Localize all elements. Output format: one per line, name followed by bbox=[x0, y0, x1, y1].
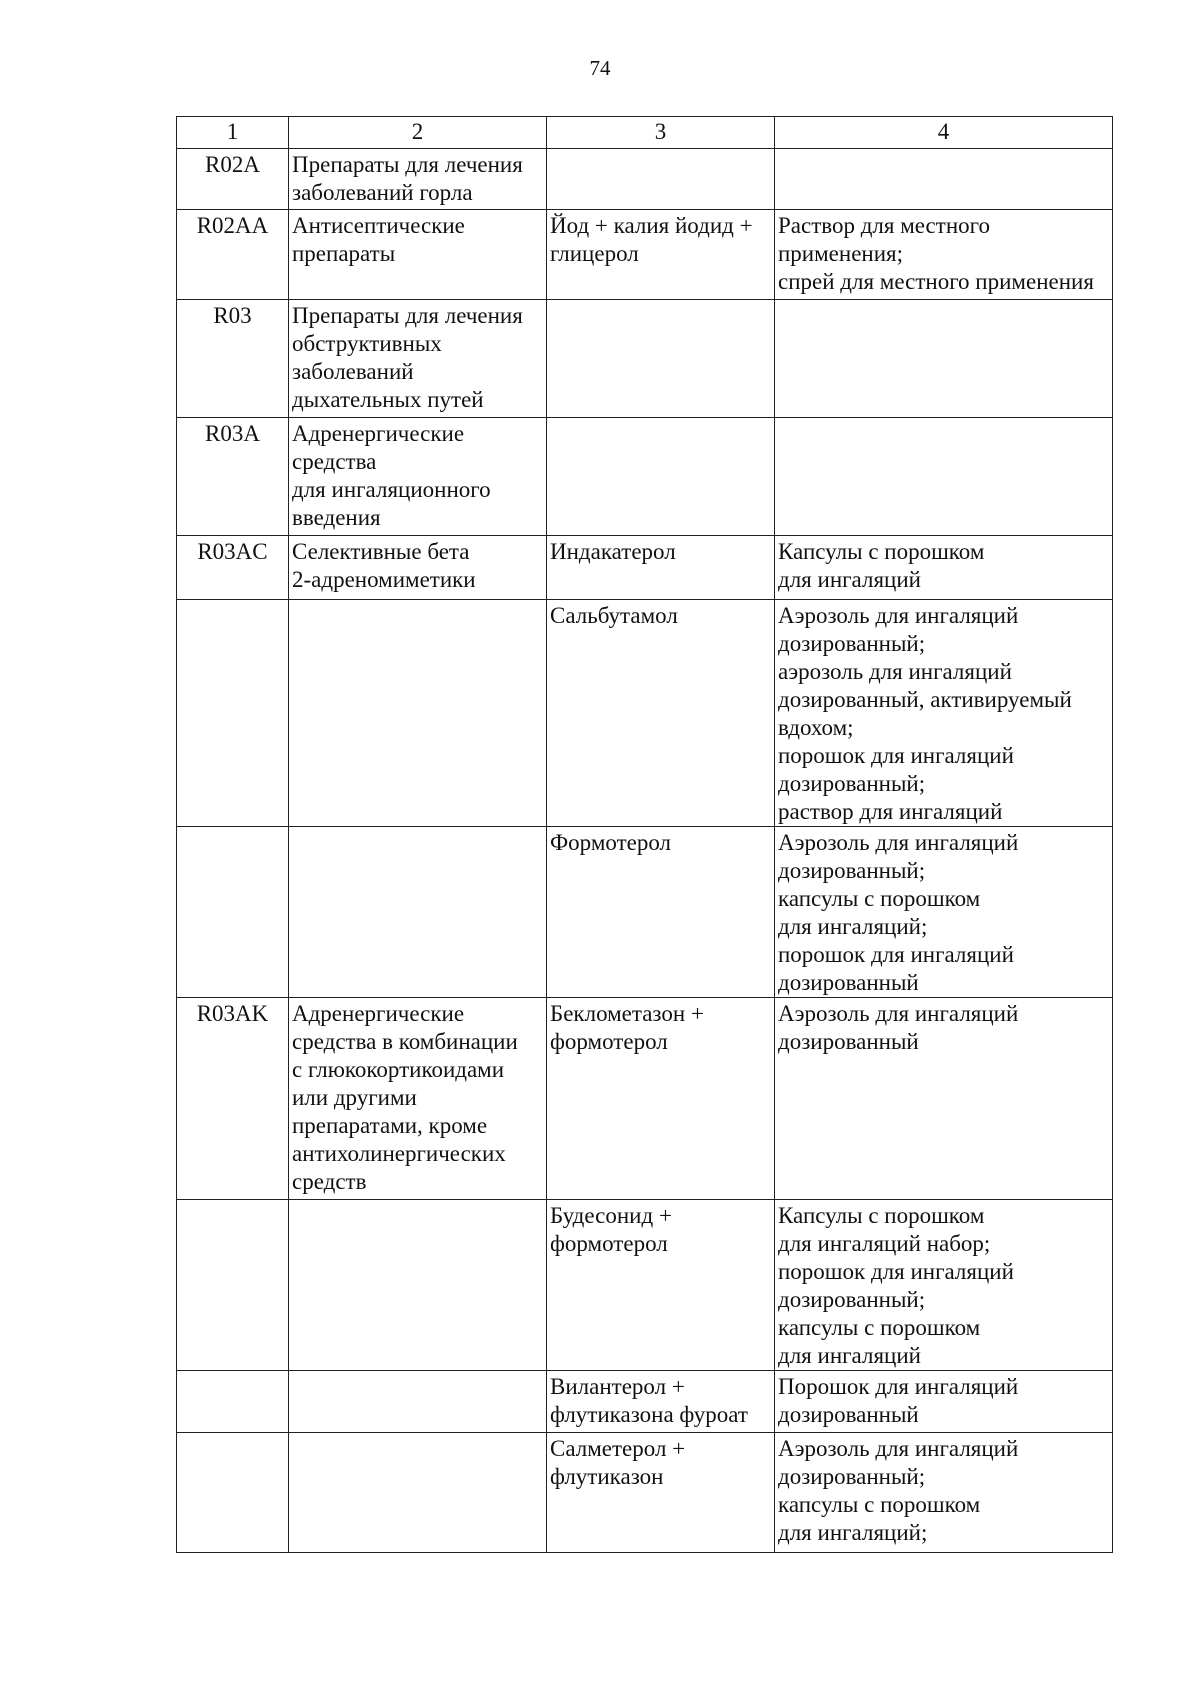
cell-text-line: дозированный; bbox=[778, 631, 926, 656]
atc-code-cell: R03AK bbox=[177, 998, 289, 1200]
cell-text-line: капсулы с порошком bbox=[778, 1315, 981, 1340]
table-row bbox=[177, 827, 1113, 998]
table-row bbox=[177, 210, 1113, 300]
header-cell-4: 4 bbox=[775, 117, 1113, 149]
cell-text-line: Порошок для ингаляций bbox=[778, 1374, 1019, 1399]
dosage-form-cell bbox=[775, 418, 1113, 536]
cell-text-line: Антисептические bbox=[292, 213, 465, 238]
group-name-cell bbox=[289, 827, 547, 998]
cell-text-line: порошок для ингаляций bbox=[778, 743, 1014, 768]
cell-text-line: для ингаляционного bbox=[292, 477, 491, 502]
drug-name-cell bbox=[547, 300, 775, 418]
group-name-cell bbox=[289, 300, 547, 418]
dosage-form-cell bbox=[775, 536, 1113, 600]
cell-text-line: Будесонид + bbox=[550, 1203, 672, 1228]
cell-text-line: заболеваний bbox=[292, 359, 414, 384]
cell-text-line: спрей для местного применения bbox=[778, 269, 1094, 294]
cell-text-line: обструктивных bbox=[292, 331, 442, 356]
cell-text-line: антихолинергических bbox=[292, 1141, 506, 1166]
cell-text-line: средства в комбинации bbox=[292, 1029, 518, 1054]
cell-text-line: Аэрозоль для ингаляций bbox=[778, 603, 1019, 628]
cell-text-line: Препараты для лечения bbox=[292, 152, 523, 177]
page-number: 74 bbox=[589, 56, 611, 80]
group-name-cell bbox=[289, 1200, 547, 1371]
cell-text-line: с глюкокортикоидами bbox=[292, 1057, 505, 1082]
cell-text-line: Капсулы с порошком bbox=[778, 1203, 985, 1228]
dosage-form-cell bbox=[775, 1371, 1113, 1433]
atc-code-cell bbox=[177, 1433, 289, 1553]
group-name-cell bbox=[289, 149, 547, 210]
dosage-form-cell bbox=[775, 1433, 1113, 1553]
cell-text-line: дозированный; bbox=[778, 771, 926, 796]
group-name-cell bbox=[289, 418, 547, 536]
cell-text-line: для ингаляций bbox=[778, 1343, 921, 1368]
drug-name-cell bbox=[547, 827, 775, 998]
cell-text-line: Капсулы с порошком bbox=[778, 539, 985, 564]
header-cell-1: 1 bbox=[177, 117, 289, 149]
group-name-cell bbox=[289, 1433, 547, 1553]
medication-table bbox=[176, 116, 1113, 1553]
group-name-cell bbox=[289, 998, 547, 1200]
dosage-form-cell bbox=[775, 1200, 1113, 1371]
atc-code-cell bbox=[177, 1200, 289, 1371]
cell-text-line: препараты bbox=[292, 241, 396, 266]
cell-text-line: формотерол bbox=[550, 1029, 668, 1054]
cell-text-line: или другими bbox=[292, 1085, 417, 1110]
cell-text-line: Адренергические bbox=[292, 421, 465, 446]
table-row bbox=[177, 149, 1113, 210]
drug-name-cell bbox=[547, 149, 775, 210]
cell-text-line: для ингаляций; bbox=[778, 914, 928, 939]
cell-text-line: дозированный; bbox=[778, 1287, 926, 1312]
cell-text-line: Салметерол + bbox=[550, 1436, 686, 1461]
drug-name-cell bbox=[547, 600, 775, 827]
atc-code-cell: R02AA bbox=[177, 210, 289, 300]
cell-text-line: дозированный; bbox=[778, 1464, 926, 1489]
cell-text-line: Йод + калия йодид + bbox=[550, 213, 753, 238]
cell-text-line: препаратами, кроме bbox=[292, 1113, 488, 1138]
cell-text-line: 2-адреномиметики bbox=[292, 567, 476, 592]
cell-text-line: вдохом; bbox=[778, 715, 854, 740]
cell-text-line: Раствор для местного bbox=[778, 213, 990, 238]
cell-text-line: глицерол bbox=[550, 241, 639, 266]
header-cell-2: 2 bbox=[289, 117, 547, 149]
cell-text-line: раствор для ингаляций bbox=[778, 799, 1003, 824]
drug-name-cell bbox=[547, 998, 775, 1200]
drug-name-cell bbox=[547, 418, 775, 536]
cell-text-line: введения bbox=[292, 505, 381, 530]
cell-text-line: заболеваний горла bbox=[292, 180, 473, 205]
table-row bbox=[177, 600, 1113, 827]
cell-text-line: аэрозоль для ингаляций bbox=[778, 659, 1012, 684]
cell-text-line: применения; bbox=[778, 241, 903, 266]
cell-text-line: Аэрозоль для ингаляций bbox=[778, 1436, 1019, 1461]
cell-text-line: капсулы с порошком bbox=[778, 1492, 981, 1517]
cell-text-line: дозированный bbox=[778, 1029, 919, 1054]
group-name-cell bbox=[289, 600, 547, 827]
table-row bbox=[177, 1200, 1113, 1371]
dosage-form-cell bbox=[775, 827, 1113, 998]
atc-code-cell: R03A bbox=[177, 418, 289, 536]
atc-code-cell bbox=[177, 827, 289, 998]
cell-text-line: Аэрозоль для ингаляций bbox=[778, 1001, 1019, 1026]
cell-text-line: для ингаляций; bbox=[778, 1520, 928, 1545]
cell-text-line: Беклометазон + bbox=[550, 1001, 704, 1026]
atc-code-cell bbox=[177, 1371, 289, 1433]
drug-name-cell bbox=[547, 536, 775, 600]
cell-text-line: Сальбутамол bbox=[550, 603, 678, 628]
group-name-cell bbox=[289, 1371, 547, 1433]
cell-text-line: порошок для ингаляций bbox=[778, 1259, 1014, 1284]
table-row bbox=[177, 1433, 1113, 1553]
cell-text-line: дозированный; bbox=[778, 858, 926, 883]
cell-text-line: средств bbox=[292, 1169, 367, 1194]
cell-text-line: флутиказон bbox=[550, 1464, 664, 1489]
table-body bbox=[177, 117, 1113, 1553]
atc-code-cell: R03AC bbox=[177, 536, 289, 600]
drug-name-cell bbox=[547, 1371, 775, 1433]
cell-text-line: флутиказона фуроат bbox=[550, 1402, 748, 1427]
cell-text-line: дыхательных путей bbox=[292, 387, 484, 412]
cell-text-line: Индакатерол bbox=[550, 539, 676, 564]
cell-text-line: Препараты для лечения bbox=[292, 303, 523, 328]
dosage-form-cell bbox=[775, 149, 1113, 210]
cell-text-line: Вилантерол + bbox=[550, 1374, 685, 1399]
dosage-form-cell bbox=[775, 600, 1113, 827]
table-row bbox=[177, 418, 1113, 536]
cell-text-line: дозированный, активируемый bbox=[778, 687, 1072, 712]
cell-text-line: капсулы с порошком bbox=[778, 886, 981, 911]
cell-text-line: для ингаляций набор; bbox=[778, 1231, 991, 1256]
drug-name-cell bbox=[547, 1433, 775, 1553]
cell-text-line: для ингаляций bbox=[778, 567, 921, 592]
header-row bbox=[177, 117, 1113, 149]
cell-text-line: дозированный bbox=[778, 1402, 919, 1427]
cell-text-line: средства bbox=[292, 449, 377, 474]
table-row bbox=[177, 300, 1113, 418]
group-name-cell bbox=[289, 536, 547, 600]
drug-name-cell bbox=[547, 1200, 775, 1371]
cell-text-line: Селективные бета bbox=[292, 539, 470, 564]
group-name-cell bbox=[289, 210, 547, 300]
table-row bbox=[177, 536, 1113, 600]
cell-text-line: Аэрозоль для ингаляций bbox=[778, 830, 1019, 855]
dosage-form-cell bbox=[775, 210, 1113, 300]
cell-text-line: дозированный bbox=[778, 970, 919, 995]
table-row bbox=[177, 998, 1113, 1200]
drug-name-cell bbox=[547, 210, 775, 300]
atc-code-cell: R03 bbox=[177, 300, 289, 418]
dosage-form-cell bbox=[775, 300, 1113, 418]
header-cell-3: 3 bbox=[547, 117, 775, 149]
cell-text-line: Адренергические bbox=[292, 1001, 465, 1026]
atc-code-cell bbox=[177, 600, 289, 827]
dosage-form-cell bbox=[775, 998, 1113, 1200]
table-row bbox=[177, 1371, 1113, 1433]
cell-text-line: Формотерол bbox=[550, 830, 672, 855]
cell-text-line: формотерол bbox=[550, 1231, 668, 1256]
atc-code-cell: R02A bbox=[177, 149, 289, 210]
cell-text-line: порошок для ингаляций bbox=[778, 942, 1014, 967]
